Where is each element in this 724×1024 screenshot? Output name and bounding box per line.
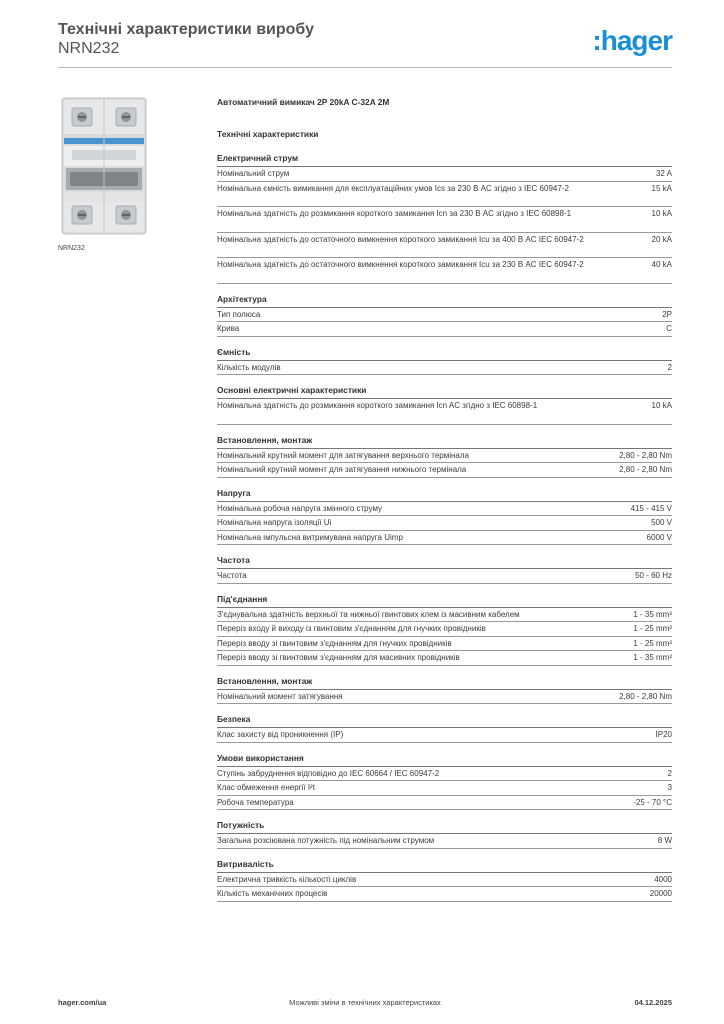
spec-row	[217, 463, 672, 478]
circuit-breaker-image	[58, 96, 150, 236]
image-caption: NRN232	[58, 245, 85, 252]
section-title: Основні електричні характеристики	[217, 385, 672, 399]
spec-value: 2,80 - 2,80 Nm	[619, 465, 672, 474]
spec-section	[217, 347, 672, 376]
spec-value: 50 - 60 Hz	[635, 571, 672, 580]
spec-row	[217, 767, 672, 782]
spec-label: З'єднувальна здатність верхньої та нижньої гвинтових клем із масивним кабелем	[217, 609, 520, 619]
spec-value: 8 W	[657, 836, 672, 845]
spec-label: Номінальний крутний момент для затягування нижнього термінала	[217, 465, 467, 474]
spec-value: 20000	[649, 889, 672, 898]
spec-row	[217, 516, 672, 531]
spec-value: 2,80 - 2,80 Nm	[619, 450, 672, 460]
spec-section	[217, 385, 672, 425]
spec-row	[217, 207, 672, 233]
spec-row	[217, 449, 672, 464]
spec-label: Номінальний крутний момент для затягування верхнього термінала	[217, 450, 469, 460]
spec-row	[217, 258, 672, 284]
spec-sections	[217, 153, 672, 902]
spec-section	[217, 435, 672, 478]
section-title: Частота	[217, 555, 672, 569]
spec-row	[217, 873, 672, 888]
spec-label: Номінальна ємність вимикання для експлуатаційних умов Ics за 230 В AC згідно з IEC 60947-2	[217, 183, 569, 193]
spec-value: 3	[667, 783, 672, 792]
spec-value: -25 - 70 °C	[633, 797, 672, 807]
spec-label: Кількість модулів	[217, 362, 281, 372]
spec-row	[217, 728, 672, 743]
spec-label: Номінальна напруга ізоляції Ui	[217, 518, 332, 527]
spec-label: Тип полюса	[217, 309, 261, 319]
section-title: Під'єднання	[217, 594, 672, 608]
spec-section	[217, 294, 672, 337]
spec-heading: Технічні характеристики	[217, 129, 319, 139]
spec-section	[217, 753, 672, 811]
section-title: Безпека	[217, 714, 672, 728]
spec-value: 500 V	[651, 518, 672, 527]
spec-section	[217, 676, 672, 705]
spec-row	[217, 796, 672, 811]
spec-row	[217, 637, 672, 652]
spec-label: Клас обмеження енергії I²t	[217, 783, 315, 792]
spec-label: Робоча температура	[217, 797, 294, 807]
spec-value: 10 kA	[651, 401, 672, 410]
spec-row	[217, 182, 672, 208]
section-title: Встановлення, монтаж	[217, 435, 672, 449]
page-footer	[58, 998, 672, 1010]
header-divider	[58, 67, 672, 68]
spec-section	[217, 153, 672, 284]
spec-value: 6000 V	[646, 532, 672, 542]
spec-value: 1 - 25 mm²	[633, 624, 672, 633]
spec-label: Номінальна здатність до остаточного вимкнення короткого замикання Icu за 230 В AC IEC 60947-2	[217, 260, 584, 269]
product-name: Автоматичний вимикач 2P 20kA C-32A 2M	[217, 97, 390, 107]
section-title: Встановлення, монтаж	[217, 676, 672, 690]
spec-row	[217, 622, 672, 637]
page-title: Технічні характеристики виробу	[58, 21, 314, 38]
spec-label: Номінальна здатність до розмикання короткого замикання Icn AC згідно з IEC 60898-1	[217, 401, 538, 410]
spec-row	[217, 308, 672, 323]
section-title: Електричний струм	[217, 153, 672, 167]
spec-value: 20 kA	[651, 234, 672, 244]
spec-label: Номінальна імпульсна витримувана напруга Uimp	[217, 532, 403, 542]
section-title: Витривалість	[217, 859, 672, 873]
hager-logo: :hager	[592, 25, 672, 56]
spec-row	[217, 531, 672, 546]
footer-date: 04.12.2025	[634, 998, 672, 1007]
spec-section	[217, 488, 672, 546]
spec-row	[217, 233, 672, 259]
section-title: Потужність	[217, 820, 672, 834]
spec-value: 2	[667, 362, 672, 372]
spec-row	[217, 690, 672, 705]
spec-row	[217, 781, 672, 796]
spec-section	[217, 820, 672, 849]
spec-value: 4000	[654, 874, 672, 884]
spec-label: Номінальна робоча напруга змінного струму	[217, 503, 383, 513]
spec-label: Переріз вводу зі гвинтовим з'єднанням для масивних провідників	[217, 653, 460, 662]
spec-row	[217, 569, 672, 584]
spec-row	[217, 361, 672, 376]
spec-value: 2,80 - 2,80 Nm	[619, 691, 672, 701]
spec-label: Номінальна здатність до остаточного вимкнення короткого замикання Icu за 400 В AC IEC 60947-2	[217, 234, 584, 244]
spec-row	[217, 502, 672, 517]
section-title: Умови використання	[217, 753, 672, 767]
spec-value: 2P	[662, 309, 672, 319]
footer-website: hager.com/ua	[58, 998, 107, 1007]
spec-label: Крива	[217, 324, 240, 333]
spec-value: 40 kA	[651, 260, 672, 269]
section-title: Архітектура	[217, 294, 672, 308]
spec-label: Переріз входу й виходу із гвинтовим з'єднанням для гнучких провідників	[217, 624, 486, 633]
spec-label: Кількість механічних процесів	[217, 889, 328, 898]
section-title: Напруга	[217, 488, 672, 502]
spec-row	[217, 887, 672, 902]
spec-section	[217, 859, 672, 902]
spec-row	[217, 322, 672, 337]
spec-value: 1 - 35 mm²	[633, 609, 672, 619]
product-code: NRN232	[58, 40, 120, 57]
spec-value: 10 kA	[651, 209, 672, 218]
spec-section	[217, 555, 672, 584]
spec-label: Частота	[217, 571, 247, 580]
spec-value: 15 kA	[651, 183, 672, 193]
spec-row	[217, 167, 672, 182]
spec-row	[217, 834, 672, 849]
spec-value: 415 - 415 V	[630, 503, 672, 513]
page-header	[58, 20, 672, 68]
footer-note: Можливі зміни в технічних характеристиках	[289, 998, 441, 1007]
spec-row	[217, 399, 672, 425]
spec-value: 2	[667, 768, 672, 778]
spec-value: 32 A	[655, 169, 672, 178]
spec-section	[217, 594, 672, 666]
spec-value: 1 - 35 mm²	[633, 653, 672, 662]
spec-value: IP20	[655, 730, 672, 739]
spec-label: Клас захисту від проникнення (IP)	[217, 730, 344, 739]
spec-value: 1 - 25 mm²	[633, 638, 672, 648]
spec-row	[217, 608, 672, 623]
spec-label: Загальна розсіювана потужність під номінальним струмом	[217, 836, 435, 845]
spec-value: C	[666, 324, 672, 333]
spec-row	[217, 651, 672, 666]
spec-label: Номінальний струм	[217, 169, 290, 178]
spec-label: Електрична тривкість кількості циклів	[217, 874, 357, 884]
section-title: Ємність	[217, 347, 672, 361]
spec-label: Номінальна здатність до розмикання короткого замикання Icn за 230 В AC згідно з IEC 60898-1	[217, 209, 572, 218]
spec-label: Ступінь забруднення відповідно до IEC 60664 / IEC 60947-2	[217, 768, 440, 778]
spec-label: Номінальний момент затягування	[217, 691, 343, 701]
spec-content	[217, 97, 672, 902]
spec-label: Переріз вводу зі гвинтовим з'єднанням для гнучких провідників	[217, 638, 452, 648]
spec-section	[217, 714, 672, 743]
